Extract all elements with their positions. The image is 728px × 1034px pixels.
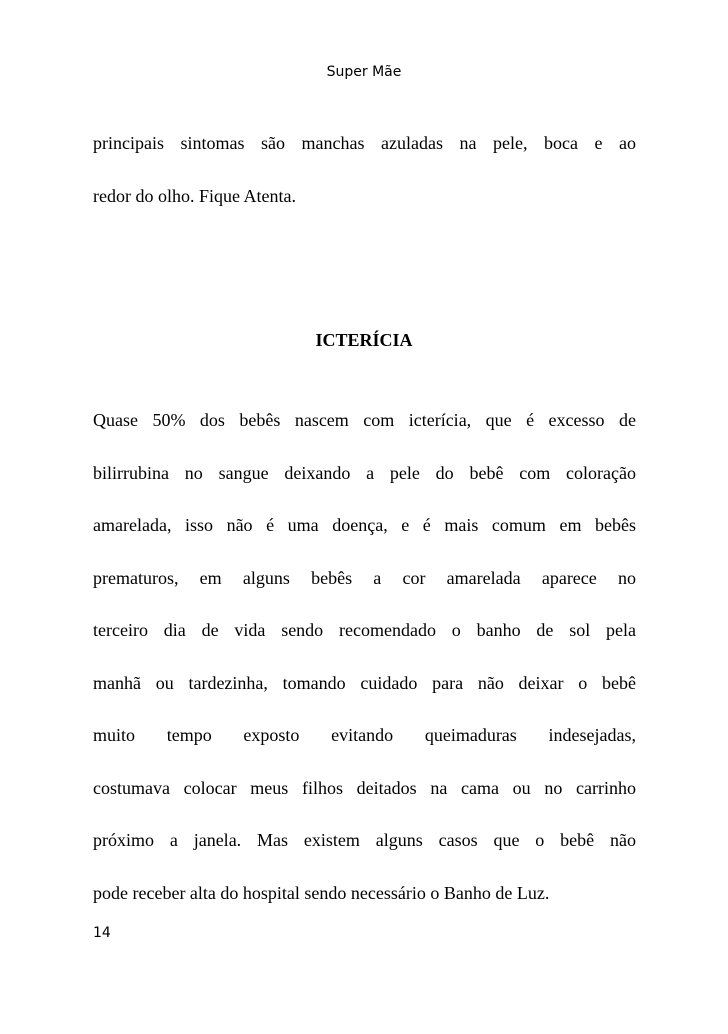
section-paragraph <box>93 394 636 919</box>
paragraph-line: muito tempo exposto evitando queimaduras indesejadas, <box>93 725 636 745</box>
paragraph-line: redor do olho. Fique Atenta. <box>93 185 296 206</box>
paragraph-line: terceiro dia de vida sendo recomendado o banho de sol pela <box>93 620 636 640</box>
paragraph-line: bilirrubina no sangue deixando a pele do bebê com coloração <box>93 462 636 483</box>
page-number: 14 <box>93 925 111 941</box>
paragraph-line: próximo a janela. Mas existem alguns casos que o bebê não <box>93 830 636 850</box>
paragraph-line: Quase 50% dos bebês nascem com icterícia, que é excesso de <box>93 410 636 430</box>
continuation-paragraph <box>93 117 636 222</box>
paragraph-line: principais sintomas são manchas azuladas na pele, boca e ao <box>93 133 636 153</box>
section-title: ICTERÍCIA <box>315 330 413 350</box>
paragraph-line: costumava colocar meus filhos deitados na cama ou no carrinho <box>93 777 636 798</box>
paragraph-line: pode receber alta do hospital sendo necessário o Banho de Luz. <box>93 882 550 903</box>
paragraph-line: prematuros, em alguns bebês a cor amarelada aparece no <box>93 567 636 588</box>
paragraph-line: amarelada, isso não é uma doença, e é mais comum em bebês <box>93 515 636 535</box>
paragraph-line: manhã ou tardezinha, tomando cuidado para não deixar o bebê <box>93 672 636 693</box>
running-header: Super Mãe <box>326 64 402 80</box>
